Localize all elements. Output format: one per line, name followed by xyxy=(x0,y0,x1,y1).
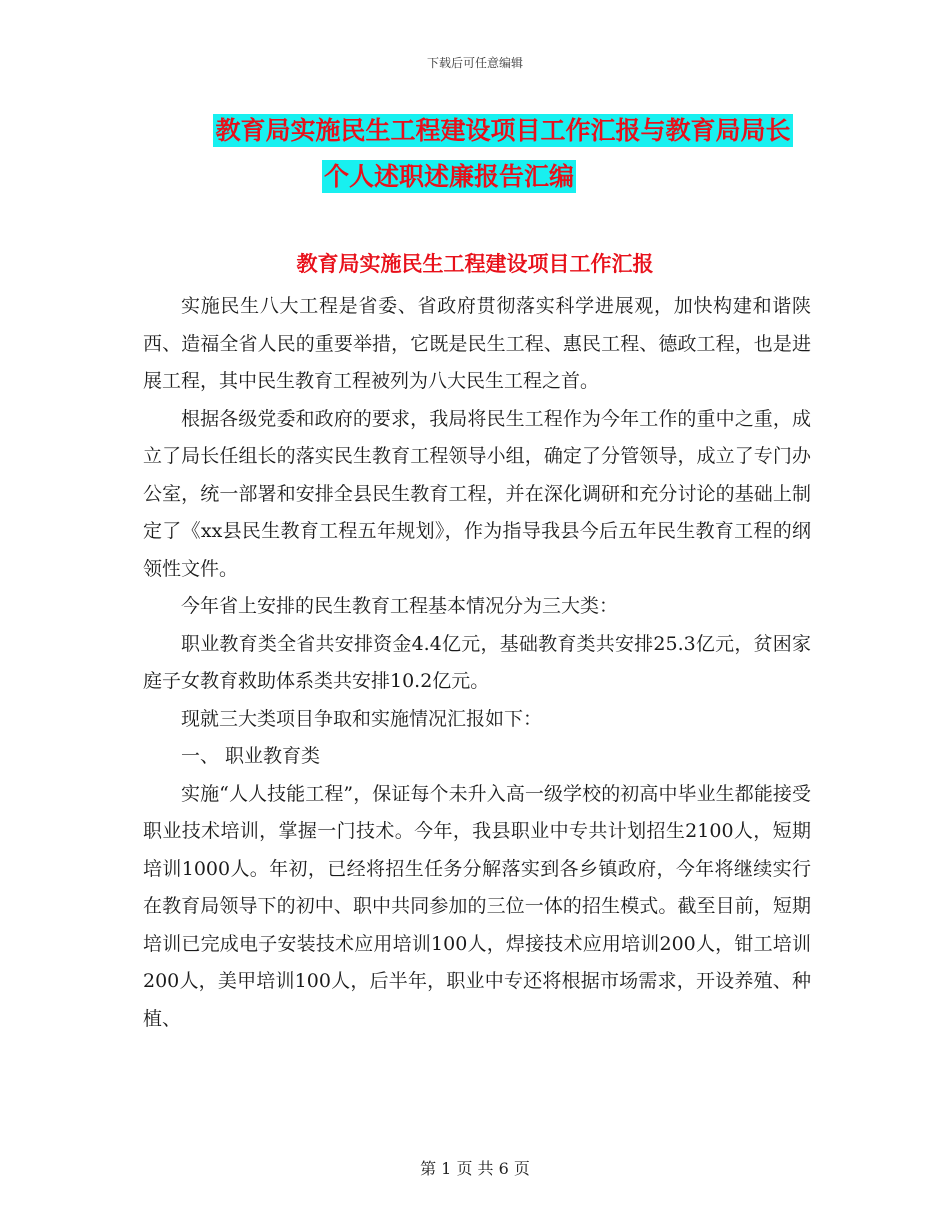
page-footer: 第 1 页 共 6 页 xyxy=(420,1159,530,1178)
paragraph: 实施民生八大工程是省委、省政府贯彻落实科学进展观，加快构建和谐陕西、造福全省人民的重要举措，它既是民生工程、惠民工程、德政工程，也是进展工程，其中民生教育工程被列为八大民生工程之首。 xyxy=(143,295,811,392)
document-title-line1: 教育局实施民生工程建设项目工作汇报与教育局局长 xyxy=(215,116,791,145)
document-title xyxy=(0,108,950,200)
section-heading: 一、 职业教育类 xyxy=(181,745,321,767)
paragraph: 实施“人人技能工程”，保证每个未升入高一级学校的初高中毕业生都能接受职业技术培训，掌握一门技术。今年，我县职业中专共计划招生2100人，短期培训1000人。年初，已经将招生任务分解落实到各乡镇政府，今年将继续实行在教育局领导下的初中、职中共同参加的三位一体的招生模式。截至目前，短期培训已完成电子安装技术应用培训100人，焊接技术应用培训200人，钳工培训200人，美甲培训100人，后半年，职业中专还将根据市场需求，开设养殖、种植、 xyxy=(143,782,811,1030)
document-title-line2: 个人述职述廉报告汇编 xyxy=(323,162,574,191)
document-body xyxy=(143,288,811,1038)
paragraph: 职业教育类全省共安排资金4.4亿元，基础教育类共安排25.3亿元，贫困家庭子女教育救助体系类共安排10.2亿元。 xyxy=(143,632,811,692)
paragraph: 现就三大类项目争取和实施情况汇报如下： xyxy=(181,707,543,730)
section-title: 教育局实施民生工程建设项目工作汇报 xyxy=(296,252,654,276)
paragraph: 根据各级党委和政府的要求，我局将民生工程作为今年工作的重中之重，成立了局长任组长的落实民生教育工程领导小组，确定了分管领导，成立了专门办公室，统一部署和安排全县民生教育工程，并在深化调研和充分讨论的基础上制定了《xx县民生教育工程五年规划》，作为指导我县今后五年民生教育工程的纲领性文件。 xyxy=(143,407,811,580)
paragraph: 今年省上安排的民生教育工程基本情况分为三大类： xyxy=(181,595,619,617)
header-note: 下载后可任意编辑 xyxy=(426,56,523,70)
